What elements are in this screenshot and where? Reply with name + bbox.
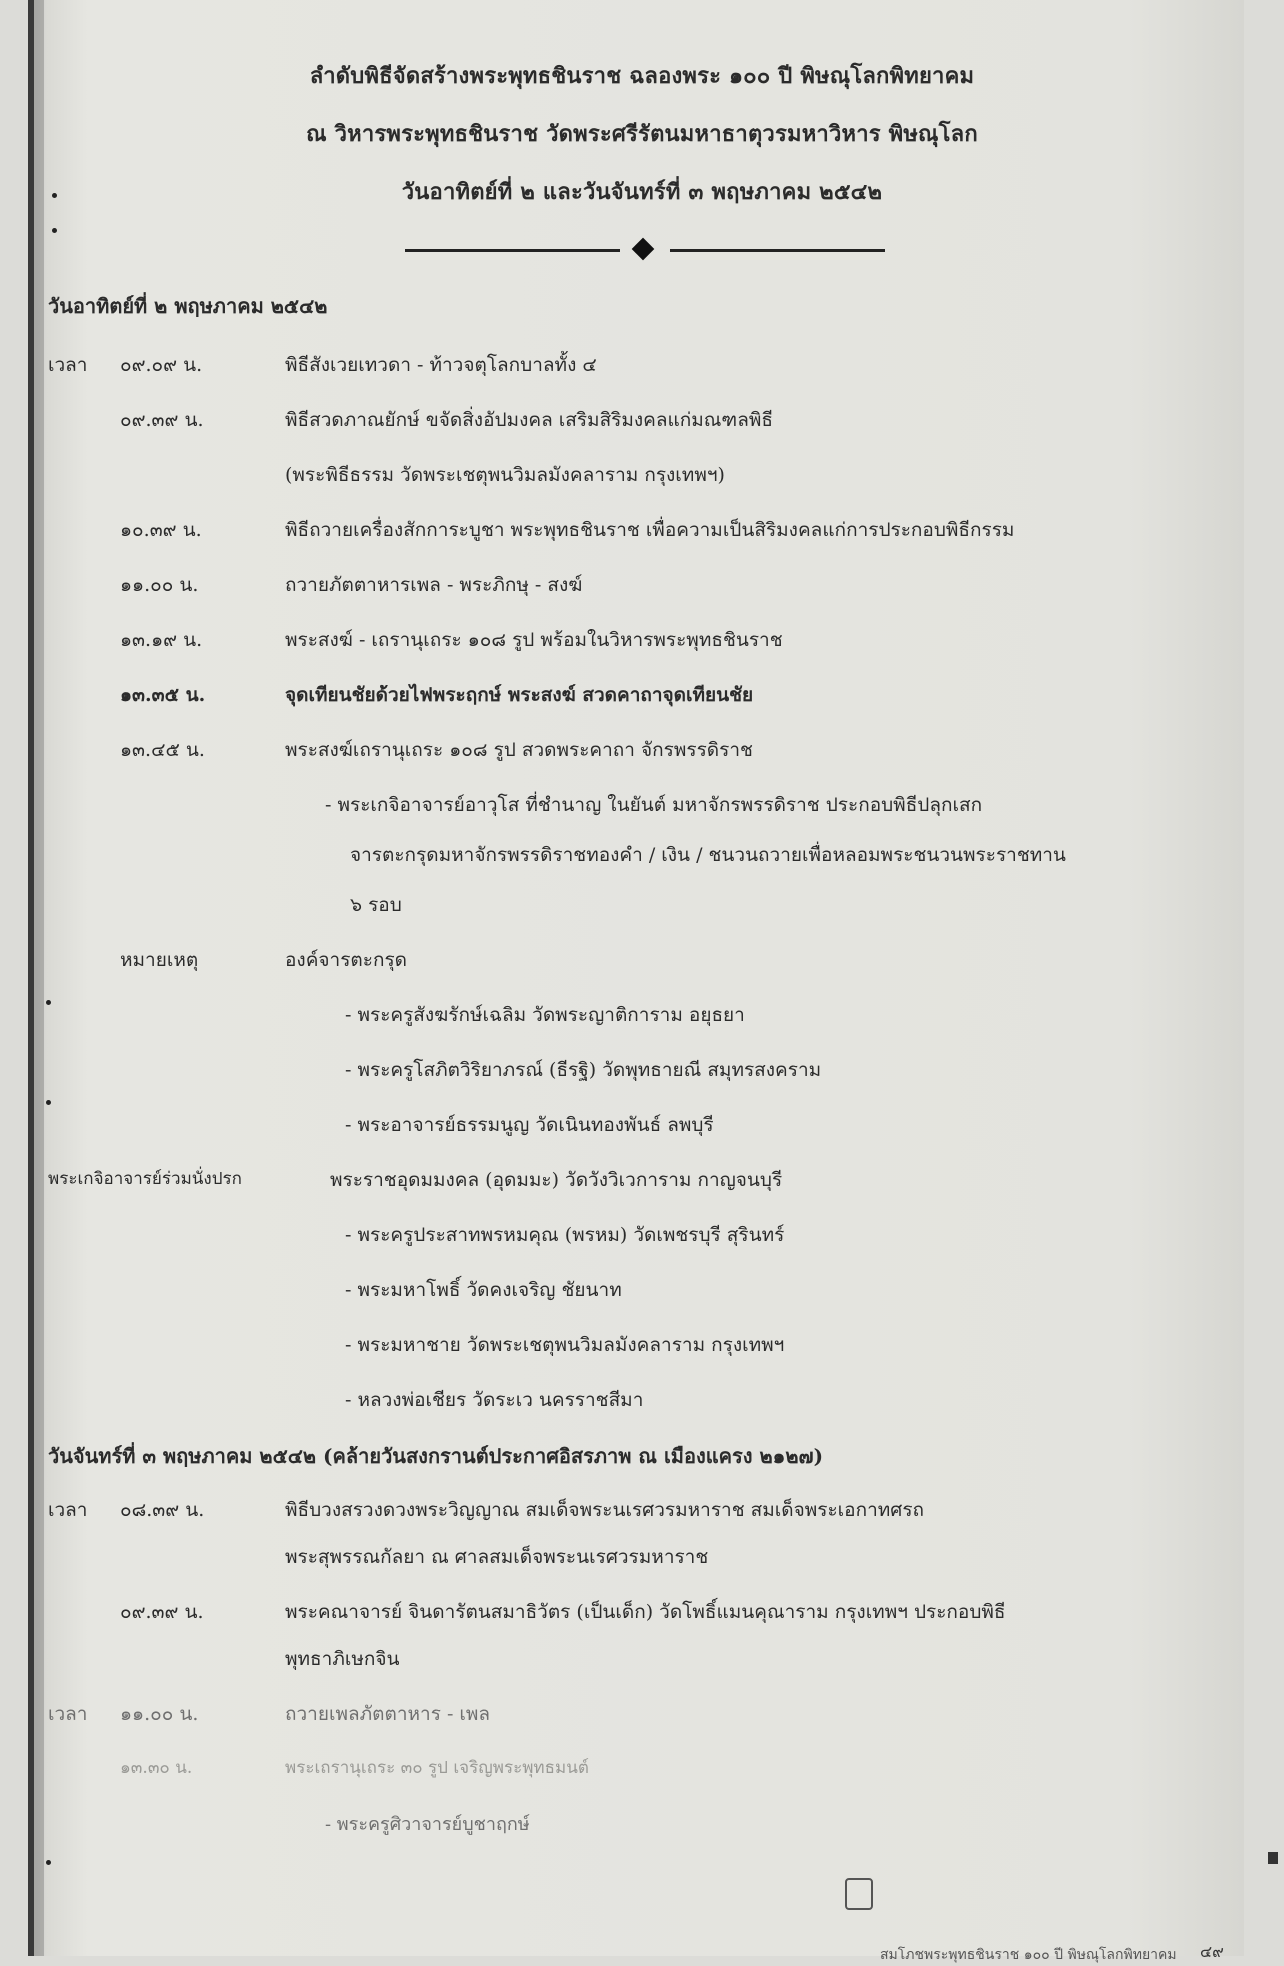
sitting-text: พระราชอุดมมงคล (อุดมมะ) วัดวังวิเวการาม กาญจนบุรี (330, 1169, 783, 1191)
schedule-subitem: - พระครูศิวาจารย์บูชาฤกษ์ (325, 1814, 530, 1835)
sitting-item: - พระมหาโพธิ์ วัดคงเจริญ ชัยนาท (345, 1279, 622, 1301)
schedule-time: ๑๑.๐๐ น. (120, 574, 199, 596)
scan-speck (46, 1100, 51, 1105)
schedule-text: จุดเทียนชัยด้วยไฟพระฤกษ์ พระสงฆ์ สวดคาถาจุดเทียนชัย (285, 684, 754, 706)
schedule-time: ๑๓.๓๕ น. (120, 684, 206, 706)
scan-speck (52, 228, 57, 233)
schedule-text: พิธีสังเวยเทวดา - ท้าวจตุโลกบาลทั้ง ๔ (285, 354, 597, 376)
footer-text: สมโภชพระพุทธชินราช ๑๐๐ ปี พิษณุโลกพิทยาคม (880, 1947, 1177, 1963)
schedule-time: ๐๘.๓๙ น. (120, 1499, 205, 1521)
sitting-item: - หลวงพ่อเชียร วัดระเว นครราชสีมา (345, 1389, 644, 1411)
sitting-item: - พระครูประสาทพรหมคุณ (พรหม) วัดเพชรบุรี สุรินทร์ (345, 1224, 785, 1246)
page-number: ๔๙ (1200, 1942, 1224, 1961)
scan-speck (46, 1860, 51, 1865)
header-line-2: ณ วิหารพระพุทธชินราช วัดพระศรีรัตนมหาธาตุวรมหาวิหาร พิษณุโลก (306, 121, 978, 147)
schedule-time: ๑๓.๓๐ น. (120, 1758, 193, 1778)
schedule-subitem: - พระเกจิอาจารย์อาวุโส ที่ชำนาญ ในยันต์ มหาจักรพรรดิราช ประกอบพิธีปลุกเสก (325, 794, 983, 816)
note-item: - พระอาจารย์ธรรมนูญ วัดเนินทองพันธ์ ลพบุรี (345, 1114, 714, 1136)
note-item: - พระครูสังฆรักษ์เฉลิม วัดพระญาติการาม อยุธยา (345, 1004, 745, 1026)
scan-speck (46, 1000, 51, 1005)
schedule-time: ๑๐.๓๙ น. (120, 519, 202, 541)
schedule-text: พิธีถวายเครื่องสักการะบูชา พระพุทธชินราช เพื่อความเป็นสิริมงคลแก่การประกอบพิธีกรรม (285, 519, 1015, 541)
schedule-subitem: จารตะกรุดมหาจักรพรรดิราชทองคำ / เงิน / ชนวนถวายเพื่อหลอมพระชนวนพระราชทาน (350, 844, 1066, 866)
schedule-text-cont: พระสุพรรณกัลยา ณ ศาลสมเด็จพระนเรศวรมหาราช (285, 1546, 709, 1568)
schedule-text-cont: พุทธาภิเษกจิน (285, 1648, 400, 1670)
schedule-subitem: ๖ รอบ (350, 894, 402, 916)
schedule-time: ๑๑.๐๐ น. (120, 1703, 199, 1725)
book-spine-shadow (34, 0, 44, 1956)
day2-title: วันจันทร์ที่ ๓ พฤษภาคม ๒๕๔๒ (คล้ายวันสงกรานต์ประกาศอิสรภาพ ณ เมืองแครง ๒๑๒๗) (48, 1444, 824, 1468)
scan-edge-mark (1268, 1852, 1278, 1864)
schedule-time: ๑๓.๑๙ น. (120, 629, 203, 651)
schedule-text: ถวายเพลภัตตาหาร - เพล (285, 1703, 491, 1725)
diamond-icon (632, 238, 655, 261)
schedule-time: ๐๙.๐๙ น. (120, 354, 203, 376)
note-label: หมายเหตุ (120, 949, 199, 971)
header-line-1: ลำดับพิธีจัดสร้างพระพุทธชินราช ฉลองพระ ๑๐๐ ปี พิษณุโลกพิทยาคม (309, 63, 975, 89)
schedule-text: (พระพิธีธรรม วัดพระเชตุพนวิมลมังคลาราม กรุงเทพฯ) (285, 464, 725, 486)
schedule-text: พระเถรานุเถระ ๓๐ รูป เจริญพระพุทธมนต์ (285, 1758, 589, 1778)
time-label: เวลา (48, 354, 88, 376)
schedule-time: ๑๓.๔๕ น. (120, 739, 205, 761)
sitting-label: พระเกจิอาจารย์ร่วมนั่งปรก (48, 1169, 242, 1189)
schedule-text: ถวายภัตตาหารเพล - พระภิกษุ - สงฆ์ (285, 574, 583, 596)
schedule-time: ๐๙.๓๙ น. (120, 409, 204, 431)
schedule-text: พิธีบวงสรวงดวงพระวิญญาณ สมเด็จพระนเรศวรมหาราช สมเด็จพระเอกาทศรถ (285, 1499, 925, 1521)
schedule-text: พระสงฆ์เถรานุเถระ ๑๐๘ รูป สวดพระคาถา จักรพรรดิราช (285, 739, 753, 761)
time-label: เวลา (48, 1499, 88, 1521)
schedule-text: พระคณาจารย์ จินดารัตนสมาธิวัตร (เป็นเด็ก) วัดโพธิ์แมนคุณาราม กรุงเทพฯ ประกอบพิธี (285, 1601, 1006, 1623)
schedule-time: ๐๙.๓๙ น. (120, 1601, 204, 1623)
day1-title: วันอาทิตย์ที่ ๒ พฤษภาคม ๒๕๔๒ (48, 294, 328, 318)
divider-ornament (405, 240, 885, 260)
header-line-3: วันอาทิตย์ที่ ๒ และวันจันทร์ที่ ๓ พฤษภาคม ๒๕๔๒ (401, 179, 883, 205)
sitting-item: - พระมหาชาย วัดพระเชตุพนวิมลมังคลาราม กรุงเทพฯ (345, 1334, 785, 1356)
schedule-text: พิธีสวดภาณยักษ์ ขจัดสิ่งอัปมงคล เสริมสิริมงคลแก่มณฑลพิธี (285, 409, 773, 431)
time-label: เวลา (48, 1703, 88, 1725)
note-item: - พระครูโสภิตวิริยาภรณ์ (ธีรฐิ) วัดพุทธายณี สมุทรสงคราม (345, 1059, 822, 1081)
emblem-icon (845, 1878, 873, 1910)
note-text: องค์จารตะกรุด (285, 949, 407, 971)
schedule-text: พระสงฆ์ - เถรานุเถระ ๑๐๘ รูป พร้อมในวิหารพระพุทธชินราช (285, 629, 783, 651)
